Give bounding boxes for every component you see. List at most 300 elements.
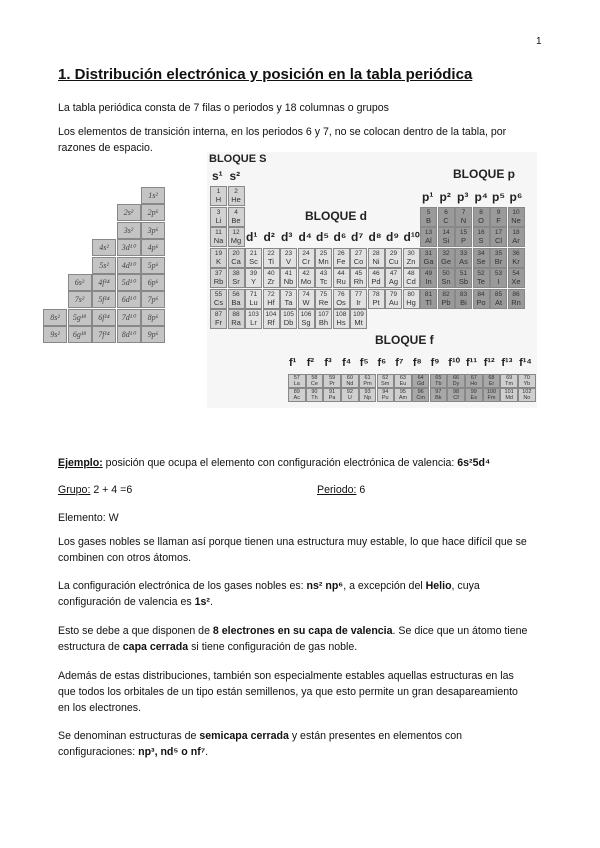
element-symbol: Si xyxy=(442,236,450,245)
element-symbol: La xyxy=(293,381,300,387)
orbital-cell: 2p⁶ xyxy=(141,204,165,221)
element-symbol: Ne xyxy=(511,215,521,225)
element-symbol: C xyxy=(443,215,449,225)
element-cell xyxy=(368,289,385,309)
orbital-cell: 4d¹⁰ xyxy=(117,257,141,274)
element-cell xyxy=(298,248,315,268)
element-cell xyxy=(228,309,245,329)
f-subshell-label: f⁶ xyxy=(377,357,387,369)
element-cell xyxy=(263,248,280,268)
element-cell xyxy=(483,374,501,388)
element-symbol: Es xyxy=(470,395,477,401)
text: Esto se debe a que disponen de xyxy=(58,625,213,637)
f-subshell-label: f² xyxy=(306,357,315,369)
element-cell xyxy=(490,289,507,309)
element-symbol: Mg xyxy=(230,236,242,245)
atomic-number: 68 xyxy=(488,375,495,381)
atomic-number: 7 xyxy=(461,208,466,216)
section-heading: 1. Distribución electrónica y posición en la tabla periódica xyxy=(58,66,473,83)
element-symbol: Md xyxy=(505,395,513,401)
atomic-number: 102 xyxy=(522,389,532,395)
atomic-number: 55 xyxy=(214,290,223,298)
element-symbol: Fm xyxy=(487,395,496,401)
paragraph: razones de espacio. xyxy=(58,142,153,154)
element-symbol: Mn xyxy=(318,256,329,266)
atomic-number: 82 xyxy=(442,290,450,298)
text: La configuración electrónica de los gases nobles es: xyxy=(58,580,307,592)
element-cell xyxy=(385,289,402,309)
p-subshell-label: p⁴ xyxy=(474,189,488,204)
ejemplo-config: 6s²5d⁴ xyxy=(457,457,491,469)
atomic-number: 6 xyxy=(444,208,448,216)
element-cell xyxy=(447,388,465,402)
atomic-number: 39 xyxy=(249,270,258,277)
element-cell xyxy=(455,207,472,227)
element-symbol: Se xyxy=(476,256,486,266)
text: semicapa cerrada xyxy=(199,730,289,742)
atomic-number: 31 xyxy=(424,249,433,257)
paragraph xyxy=(58,623,527,639)
atomic-number: 67 xyxy=(470,375,477,381)
orbital-cell: 7d¹⁰ xyxy=(117,309,141,326)
paragraph xyxy=(58,744,208,760)
element-cell xyxy=(420,268,437,288)
atomic-number: 40 xyxy=(267,270,275,277)
element-symbol: Li xyxy=(215,215,222,225)
orbital-filling-diagram xyxy=(43,187,166,344)
element-cell xyxy=(263,268,280,288)
atomic-number: 19 xyxy=(214,249,223,257)
atomic-number: 104 xyxy=(265,311,277,318)
element-symbol: Y xyxy=(250,277,256,286)
atomic-number: 2 xyxy=(234,188,238,195)
orbital-cell: 2s² xyxy=(117,204,141,221)
atomic-number: 80 xyxy=(407,290,415,298)
paragraph: Además de estas distribuciones, también son especialmente estables aquellas estructuras en las xyxy=(58,670,514,682)
element-cell xyxy=(438,207,455,227)
f-subshell-label: f¹³ xyxy=(501,357,513,369)
element-cell xyxy=(210,227,227,247)
element-cell xyxy=(263,289,280,309)
s-subshell-label: s¹ xyxy=(212,169,223,183)
element-cell xyxy=(315,248,332,268)
element-symbol: Bk xyxy=(435,395,442,401)
orbital-cell: 5d¹⁰ xyxy=(117,274,141,291)
element-symbol: B xyxy=(425,215,431,225)
elemento-line: Elemento: W xyxy=(58,512,119,524)
element-cell xyxy=(350,248,367,268)
d-subshell-label: d⁸ xyxy=(368,230,382,244)
orbital-cell: 7s² xyxy=(68,291,92,308)
element-symbol: Xe xyxy=(511,277,521,286)
atomic-number: 44 xyxy=(337,270,345,277)
element-symbol: Hg xyxy=(406,297,416,307)
element-symbol: Ge xyxy=(440,256,451,266)
atomic-number: 54 xyxy=(512,270,520,277)
bloque-f-label: BLOQUE f xyxy=(375,333,434,347)
element-cell xyxy=(465,388,483,402)
d-subshell-label: d¹⁰ xyxy=(403,230,420,244)
bloque-s-label: BLOQUE S xyxy=(209,153,267,165)
text: np³, nd⁵ o nf⁷ xyxy=(138,746,206,758)
atomic-number: 108 xyxy=(335,311,347,318)
element-cell xyxy=(245,268,262,288)
text: y están presentes en elementos con xyxy=(288,730,463,742)
element-symbol: Pt xyxy=(372,297,380,307)
element-cell xyxy=(228,207,245,227)
element-symbol: Zn xyxy=(406,256,416,266)
element-cell xyxy=(385,268,402,288)
text: 8 electrones en su capa de valencia xyxy=(212,625,393,637)
atomic-number: 59 xyxy=(329,375,336,381)
element-symbol: Kr xyxy=(512,256,520,266)
element-symbol: Lu xyxy=(249,297,258,307)
element-cell xyxy=(280,289,297,309)
f-subshell-label: f⁹ xyxy=(430,357,440,369)
page-number: 1 xyxy=(536,36,542,47)
p-subshell-label: p³ xyxy=(457,189,469,204)
atomic-number: 33 xyxy=(459,249,468,257)
element-cell xyxy=(490,268,507,288)
f-subshell-label: f¹¹ xyxy=(466,357,477,369)
text: , cuya xyxy=(451,580,480,592)
element-cell xyxy=(490,207,507,227)
atomic-number: 1 xyxy=(216,188,221,195)
element-symbol: As xyxy=(459,256,468,266)
element-cell xyxy=(447,374,465,388)
orbital-cell: 7p⁶ xyxy=(141,291,165,308)
orbital-cell: 5g¹⁸ xyxy=(68,309,92,326)
element-symbol: Ca xyxy=(231,256,241,266)
element-cell xyxy=(333,309,350,329)
atomic-number: 81 xyxy=(424,290,433,298)
element-cell xyxy=(377,374,395,388)
atomic-number: 11 xyxy=(215,229,222,236)
orbital-cell: 3s² xyxy=(117,222,141,239)
f-subshell-label: f¹² xyxy=(483,357,495,369)
element-cell xyxy=(333,268,350,288)
element-cell xyxy=(228,248,245,268)
f-subshell-label: f⁵ xyxy=(359,357,369,369)
element-cell xyxy=(288,388,306,402)
element-cell xyxy=(420,289,437,309)
atomic-number: 96 xyxy=(417,389,424,395)
d-subshell-label: d⁴ xyxy=(298,230,312,244)
element-cell xyxy=(210,268,227,288)
atomic-number: 109 xyxy=(353,311,364,318)
atomic-number: 89 xyxy=(293,389,300,395)
bloque-d-label: BLOQUE d xyxy=(305,209,367,223)
atomic-number: 30 xyxy=(407,249,415,257)
text: . Se dice que un átomo tiene xyxy=(392,625,528,637)
text: Helio xyxy=(425,580,452,592)
element-symbol: Ti xyxy=(268,256,274,266)
element-symbol: H xyxy=(215,195,222,204)
element-symbol: Ar xyxy=(512,236,520,245)
atomic-number: 95 xyxy=(399,389,406,395)
element-cell xyxy=(359,388,377,402)
atomic-number: 20 xyxy=(232,249,240,257)
element-symbol: Nd xyxy=(346,381,354,387)
atomic-number: 75 xyxy=(319,290,328,298)
orbital-cell: 6p⁶ xyxy=(141,274,165,291)
f-subshell-label: f⁸ xyxy=(412,357,422,369)
element-symbol: Ra xyxy=(231,318,241,327)
d-subshell-label: d⁷ xyxy=(351,230,364,244)
orbital-cell: 6d¹⁰ xyxy=(117,291,141,308)
element-cell xyxy=(315,289,332,309)
atomic-number: 66 xyxy=(452,375,460,381)
element-cell xyxy=(350,309,367,329)
atomic-number: 48 xyxy=(407,270,415,277)
element-symbol: Ni xyxy=(372,256,380,266)
element-symbol: Gd xyxy=(416,381,425,387)
element-symbol: Fr xyxy=(214,318,223,327)
element-symbol: Fe xyxy=(336,256,346,266)
element-symbol: Cf xyxy=(453,395,459,401)
element-cell xyxy=(430,374,448,388)
orbital-cell: 4s² xyxy=(92,239,116,256)
element-symbol: Hs xyxy=(336,318,346,327)
text: configuración de valencia es xyxy=(58,596,195,608)
atomic-number: 50 xyxy=(442,270,450,277)
atomic-number: 77 xyxy=(354,290,363,298)
element-cell xyxy=(455,289,472,309)
orbital-cell: 7f¹⁴ xyxy=(92,326,116,343)
element-symbol: Sc xyxy=(249,256,258,266)
element-cell xyxy=(403,248,420,268)
d-subshell-label: d⁵ xyxy=(316,230,329,244)
element-cell xyxy=(228,227,245,247)
element-cell xyxy=(306,388,324,402)
element-cell xyxy=(341,374,359,388)
element-cell xyxy=(210,309,227,329)
atomic-number: 84 xyxy=(477,290,485,298)
element-cell xyxy=(508,268,525,288)
atomic-number: 94 xyxy=(382,389,389,395)
element-symbol: At xyxy=(494,297,503,307)
atomic-number: 78 xyxy=(372,290,380,298)
element-cell xyxy=(315,309,332,329)
element-symbol: F xyxy=(496,215,501,225)
atomic-number: 21 xyxy=(249,249,258,257)
element-cell xyxy=(210,248,227,268)
d-subshell-label: d⁹ xyxy=(386,230,400,244)
atomic-number: 8 xyxy=(479,208,483,216)
element-symbol: Pu xyxy=(381,395,389,401)
element-cell xyxy=(473,289,490,309)
atomic-number: 17 xyxy=(494,229,503,236)
element-symbol: Nb xyxy=(283,277,294,286)
bloque-p-label: BLOQUE p xyxy=(453,167,515,181)
atomic-number: 41 xyxy=(284,270,293,277)
d-subshell-label: d² xyxy=(263,230,275,244)
element-symbol: Ru xyxy=(336,277,346,286)
atomic-number: 86 xyxy=(512,290,520,298)
orbital-cell: 9p⁶ xyxy=(141,326,165,343)
atomic-number: 92 xyxy=(346,389,353,395)
element-symbol: Rh xyxy=(353,277,364,286)
element-cell xyxy=(508,207,525,227)
atomic-number: 46 xyxy=(372,270,380,277)
element-cell xyxy=(315,268,332,288)
atomic-number: 5 xyxy=(426,208,431,216)
paragraph xyxy=(58,594,213,610)
element-symbol: Mt xyxy=(354,318,363,327)
element-cell xyxy=(245,248,262,268)
p-subshell-label: p⁶ xyxy=(509,189,523,204)
element-cell xyxy=(518,388,536,402)
atomic-number: 10 xyxy=(512,208,520,216)
element-cell xyxy=(508,248,525,268)
atomic-number: 45 xyxy=(354,270,363,277)
element-symbol: W xyxy=(302,297,310,307)
element-cell xyxy=(228,268,245,288)
element-symbol: Ir xyxy=(356,297,361,307)
periodo-line xyxy=(317,482,365,498)
atomic-number: 9 xyxy=(496,208,501,216)
element-cell xyxy=(420,248,437,268)
atomic-number: 26 xyxy=(337,249,345,257)
atomic-number: 28 xyxy=(372,249,380,257)
element-cell xyxy=(473,268,490,288)
atomic-number: 91 xyxy=(329,389,336,395)
element-symbol: Na xyxy=(213,236,224,245)
atomic-number: 103 xyxy=(248,311,259,318)
periodic-table-figure xyxy=(207,152,537,408)
element-symbol: Rf xyxy=(267,318,275,327)
element-symbol: U xyxy=(347,395,352,401)
element-cell xyxy=(500,374,518,388)
atomic-number: 72 xyxy=(267,290,275,298)
element-cell xyxy=(210,207,227,227)
atomic-number: 12 xyxy=(232,229,240,236)
atomic-number: 24 xyxy=(302,249,310,257)
element-symbol: Ga xyxy=(423,256,434,266)
atomic-number: 27 xyxy=(354,249,363,257)
element-symbol: I xyxy=(497,277,500,286)
atomic-number: 25 xyxy=(319,249,328,257)
element-cell xyxy=(298,289,315,309)
orbital-cell: 4p⁶ xyxy=(141,239,165,256)
element-cell xyxy=(228,186,245,206)
element-symbol: Bi xyxy=(460,297,467,307)
element-cell xyxy=(430,388,448,402)
text: 1s² xyxy=(194,596,210,608)
atomic-number: 62 xyxy=(382,375,389,381)
element-symbol: No xyxy=(523,395,531,401)
p-subshell-label: p⁵ xyxy=(492,189,505,204)
element-cell xyxy=(508,227,525,247)
atomic-number: 87 xyxy=(214,311,223,318)
element-symbol: Ho xyxy=(470,381,478,387)
atomic-number: 49 xyxy=(424,270,433,277)
element-symbol: Al xyxy=(425,236,432,245)
element-cell xyxy=(210,186,227,206)
element-symbol: P xyxy=(460,236,466,245)
element-symbol: Sn xyxy=(441,277,451,286)
element-symbol: K xyxy=(215,256,221,266)
orbital-cell: 6f¹⁴ xyxy=(92,309,116,326)
atomic-number: 23 xyxy=(284,249,293,257)
atomic-number: 61 xyxy=(364,375,371,381)
element-cell xyxy=(455,227,472,247)
element-symbol: S xyxy=(478,236,484,245)
grupo-value: 2 + 4 =6 xyxy=(90,484,133,496)
element-cell xyxy=(377,388,395,402)
d-subshell-label: d¹ xyxy=(246,230,258,244)
atomic-number: 51 xyxy=(459,270,468,277)
p-subshell-label: p¹ xyxy=(422,189,434,204)
atomic-number: 36 xyxy=(512,249,520,257)
atomic-number: 107 xyxy=(318,311,329,318)
element-symbol: Am xyxy=(398,395,408,401)
paragraph: La tabla periódica consta de 7 filas o periodos y 18 columnas o grupos xyxy=(58,102,389,114)
element-symbol: Br xyxy=(494,256,503,266)
p-subshell-label: p² xyxy=(439,189,451,204)
element-symbol: Er xyxy=(488,381,495,387)
element-symbol: Rn xyxy=(511,297,521,307)
f-subshell-label: f¹ xyxy=(289,357,297,369)
orbital-cell: 8s² xyxy=(43,309,67,326)
atomic-number: 76 xyxy=(337,290,345,298)
element-symbol: Be xyxy=(231,215,241,225)
atomic-number: 98 xyxy=(452,389,460,395)
element-cell xyxy=(385,248,402,268)
orbital-cell: 8p⁶ xyxy=(141,309,165,326)
element-cell xyxy=(490,227,507,247)
element-symbol: Pr xyxy=(329,381,335,387)
atomic-number: 63 xyxy=(399,375,406,381)
element-symbol: In xyxy=(425,277,432,286)
atomic-number: 101 xyxy=(504,389,514,395)
element-cell xyxy=(455,268,472,288)
element-cell xyxy=(280,309,297,329)
element-cell xyxy=(420,207,437,227)
periodo-label: Periodo: xyxy=(317,484,357,496)
element-symbol: Bh xyxy=(318,318,329,327)
element-symbol: Po xyxy=(476,297,486,307)
atomic-number: 42 xyxy=(302,270,310,277)
element-cell xyxy=(210,289,227,309)
element-symbol: Tm xyxy=(505,381,514,387)
atomic-number: 73 xyxy=(284,290,293,298)
d-subshell-label: d³ xyxy=(281,230,293,244)
f-subshell-label: f¹⁴ xyxy=(519,357,532,369)
paragraph xyxy=(58,728,462,744)
atomic-number: 70 xyxy=(523,375,530,381)
element-symbol: Re xyxy=(318,297,329,307)
element-symbol: He xyxy=(231,195,241,204)
element-symbol: Ag xyxy=(388,277,399,286)
element-symbol: Ba xyxy=(231,297,241,307)
element-cell xyxy=(455,248,472,268)
element-cell xyxy=(438,268,455,288)
text: . xyxy=(209,596,213,608)
atomic-number: 38 xyxy=(232,270,240,277)
atomic-number: 64 xyxy=(417,375,424,381)
element-symbol: Db xyxy=(283,318,294,327)
atomic-number: 3 xyxy=(216,208,221,216)
element-cell xyxy=(483,388,501,402)
atomic-number: 14 xyxy=(442,229,450,236)
element-symbol: Tb xyxy=(435,381,442,387)
atomic-number: 97 xyxy=(435,389,442,395)
element-symbol: Cu xyxy=(388,256,399,266)
element-symbol: Np xyxy=(364,395,372,401)
atomic-number: 69 xyxy=(506,375,513,381)
atomic-number: 106 xyxy=(300,311,312,318)
